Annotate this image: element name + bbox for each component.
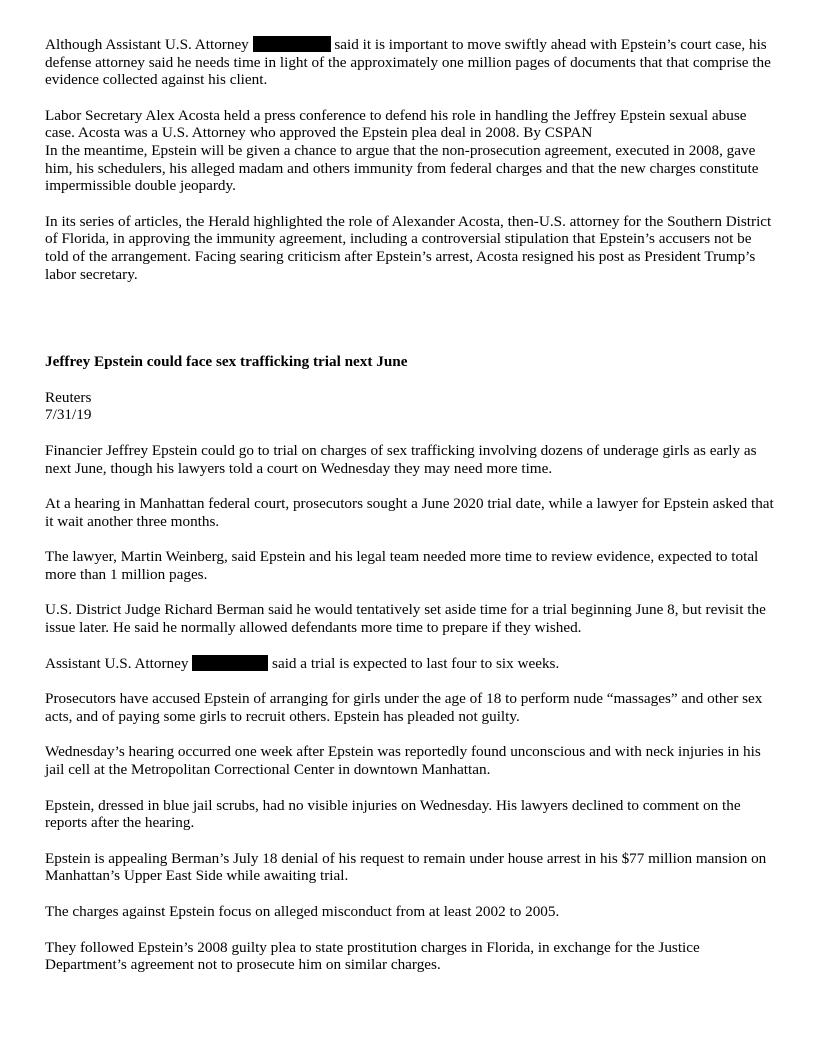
article-paragraph-redacted [45,655,775,673]
section-spacer [45,301,775,353]
paragraph-herald: In its series of articles, the Herald highlighted the role of Alexander Acosta, then-U.S. attorney for the Southern District of Florida, in approving the immunity agreement, including a controversial stipulation that Epstein’s accusers not be told of the arrangement. Facing searing criticism after Epstein’s arrest, Acosta resigned his post as President Trump’s labor secretary. [45,212,772,283]
paragraph-text: Assistant U.S. Attorney [45,654,189,672]
article-date: 7/31/19 [45,406,92,424]
article-paragraph: Epstein, dressed in blue jail scrubs, had no visible injuries on Wednesday. His lawyers declined to comment on the reports after the hearing. [45,796,741,832]
redaction-block [253,36,331,52]
article-paragraph: U.S. District Judge Richard Berman said he would tentatively set aside time for a trial beginning June 8, but revisit the issue later. He said he normally allowed defendants more time to prepare if they wished. [45,601,766,637]
article-paragraph: Financier Jeffrey Epstein could go to trial on charges of sex trafficking involving dozens of underage girls as early as next June, though his lawyers told a court on Wednesday they may need more time. [45,441,757,477]
article-paragraph: Prosecutors have accused Epstein of arranging for girls under the age of 18 to perform nude “massages” and other sex acts, and of paying some girls to recruit others. Epstein has pleaded not guilty. [45,690,763,725]
article-paragraph: They followed Epstein’s 2008 guilty plea to state prostitution charges in Florida, in exchange for the Justice Department’s agreement not to prosecute him on similar charges. [45,938,700,974]
paragraph-text: In the meantime, Epstein will be given a chance to argue that the non-prosecution agreement, executed in 2008, gave him, his schedulers, his alleged madam and others immunity from federal charges and that the new charges constitute impermissible double jeopardy. [45,141,759,195]
paragraph-acosta-swift [45,36,775,89]
article-source: Reuters [45,388,92,406]
article-paragraph: Wednesday’s hearing occurred one week after Epstein was reportedly found unconscious and with neck injuries in his jail cell at the Metropolitan Correctional Center in downtown Manhattan. [45,743,761,779]
article-paragraph: At a hearing in Manhattan federal court, prosecutors sought a June 2020 trial date, while a lawyer for Epstein asked that it wait another three months. [45,495,774,530]
paragraph-text: said a trial is expected to last four to six weeks. [272,654,560,672]
article-headline: Jeffrey Epstein could face sex trafficking trial next June [45,353,408,371]
redaction-block [192,655,268,671]
article-paragraph: Epstein is appealing Berman’s July 18 denial of his request to remain under house arrest in his $77 million mansion on Manhattan’s Upper East Side while awaiting trial. [45,849,767,885]
paragraph-text: Although Assistant U.S. Attorney [45,36,249,53]
paragraph-press-conference [45,107,775,195]
paragraph-text: said it is important to move swiftly ahead with Epstein’s court case, his defense attorney said he needs time in light of the approximately one million pages of documents that that comprise the evidence collected against his client. [45,36,771,89]
article-paragraph: The lawyer, Martin Weinberg, said Epstein and his legal team needed more time to review evidence, expected to total more than 1 million pages. [45,548,759,583]
paragraph-text: Labor Secretary Alex Acosta held a press conference to defend his role in handling the Jeffrey Epstein sexual abuse case. Acosta was a U.S. Attorney who approved the Epstein plea deal in 2008. By CSPAN [45,106,747,142]
document-page [45,36,775,992]
article-byline [45,389,775,424]
article-paragraph: The charges against Epstein focus on alleged misconduct from at least 2002 to 2005. [45,903,560,920]
